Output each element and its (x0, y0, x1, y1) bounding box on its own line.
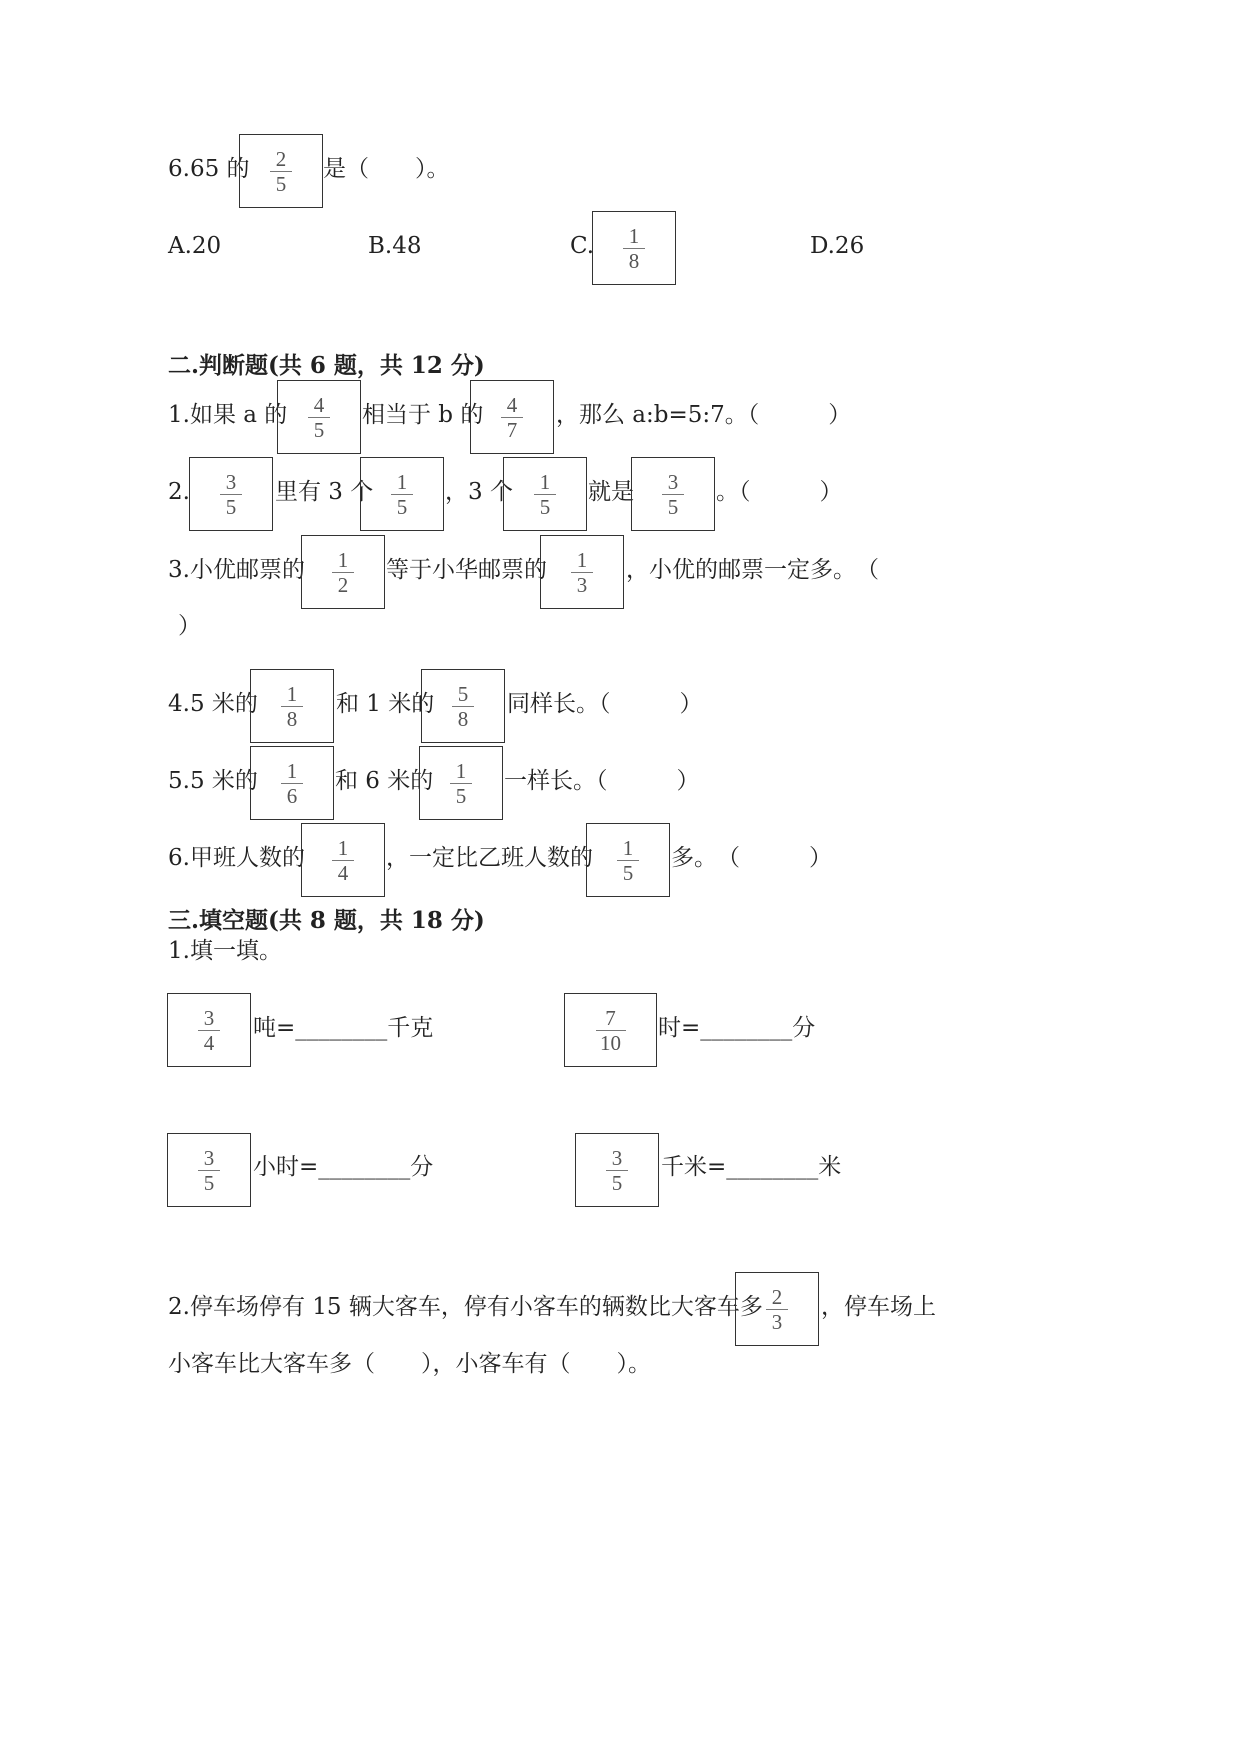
denominator: 6 (286, 783, 298, 808)
fill-item-text[interactable]: 小时=________分 (253, 1154, 434, 1180)
fill-item-text[interactable]: 时=________分 (658, 1015, 816, 1041)
judge-q2-e: 。（ ） (716, 479, 843, 505)
section-title: 二.判断题(共 6 题，共 12 分) (168, 352, 485, 379)
denominator: 5 (225, 494, 237, 519)
judge-q4-a: 4.5 米的 (168, 691, 258, 717)
option-a[interactable]: A.20 (168, 233, 222, 259)
numerator: 3 (667, 469, 679, 494)
denominator: 10 (600, 1030, 621, 1055)
numerator: 1 (286, 681, 298, 706)
judge-q2-a: 2. (168, 479, 190, 505)
denominator: 8 (457, 706, 469, 731)
fraction-box (250, 746, 334, 820)
fraction-box (277, 380, 361, 454)
judge-q1-a: 1.如果 a 的 (168, 402, 288, 428)
judge-q2-c: ，3 个 (445, 479, 513, 505)
numerator: 1 (337, 547, 349, 572)
fraction-box (250, 669, 334, 743)
judge-q4-b: 和 1 米的 (336, 691, 435, 717)
numerator: 1 (622, 835, 634, 860)
denominator: 5 (622, 860, 634, 885)
numerator: 7 (605, 1005, 616, 1030)
fill-q2-c: 小客车比大客车多（ ），小客车有（ ）。 (168, 1351, 651, 1377)
denominator: 5 (611, 1170, 623, 1195)
fill-q1-label: 1.填一填。 (168, 938, 282, 964)
judge-q6-b: ，一定比乙班人数的 (386, 845, 593, 871)
q6-text-a: 6.65 的 (168, 156, 250, 182)
fraction-box (592, 211, 676, 285)
judge-q3-a: 3.小优邮票的 (168, 557, 305, 583)
numerator: 3 (611, 1145, 623, 1170)
denominator: 2 (337, 572, 349, 597)
section-title: 三.填空题(共 8 题，共 18 分) (168, 907, 485, 934)
denominator: 5 (539, 494, 551, 519)
fraction-box (421, 669, 505, 743)
denominator: 4 (337, 860, 349, 885)
denominator: 8 (286, 706, 298, 731)
numerator: 2 (275, 146, 287, 171)
judge-q4-c: 同样长。（ ） (507, 691, 703, 717)
denominator: 5 (455, 783, 467, 808)
fraction-box (575, 1133, 659, 1207)
fraction-box (735, 1272, 819, 1346)
fraction-box (239, 134, 323, 208)
fraction-box (360, 457, 444, 531)
numerator: 3 (225, 469, 237, 494)
fraction-box (540, 535, 624, 609)
fraction-box (470, 380, 554, 454)
fill-q2-b: ，停车场上 (821, 1294, 936, 1320)
fraction-box (167, 1133, 251, 1207)
judge-q1-b: 相当于 b 的 (362, 402, 484, 428)
denominator: 5 (313, 417, 325, 442)
numerator: 4 (313, 392, 325, 417)
judge-q6-a: 6.甲班人数的 (168, 845, 305, 871)
judge-q2-b: 里有 3 个 (275, 479, 374, 505)
option-d[interactable]: D.26 (810, 233, 865, 259)
numerator: 1 (286, 758, 298, 783)
fill-item-text[interactable]: 吨=________千克 (253, 1015, 434, 1041)
denominator: 5 (275, 171, 287, 196)
denominator: 4 (203, 1030, 215, 1055)
fraction-box (189, 457, 273, 531)
numerator: 1 (628, 223, 640, 248)
judge-q1-c: ，那么 a:b=5:7。（ ） (556, 402, 852, 428)
numerator: 1 (539, 469, 551, 494)
denominator: 5 (667, 494, 679, 519)
judge-q2-d: 就是 (588, 479, 634, 505)
numerator: 5 (457, 681, 469, 706)
fraction-box (631, 457, 715, 531)
denominator: 3 (771, 1309, 783, 1334)
fraction-box (503, 457, 587, 531)
q6-text-b: 是（ ）。 (323, 156, 450, 182)
judge-q3-c: ，小优的邮票一定多。 （ (626, 557, 879, 583)
fraction-box (564, 993, 657, 1067)
numerator: 2 (771, 1284, 783, 1309)
denominator: 3 (576, 572, 588, 597)
numerator: 1 (337, 835, 349, 860)
fraction-box (419, 746, 503, 820)
judge-q5-a: 5.5 米的 (168, 768, 258, 794)
option-c[interactable]: C. (570, 233, 595, 259)
fill-q2-a: 2.停车场停有 15 辆大客车，停有小客车的辆数比大客车多 (168, 1294, 763, 1320)
fraction-box (586, 823, 670, 897)
option-b[interactable]: B.48 (368, 233, 422, 259)
denominator: 5 (396, 494, 408, 519)
fraction-box (167, 993, 251, 1067)
denominator: 8 (628, 248, 640, 273)
judge-q3-b: 等于小华邮票的 (386, 557, 547, 583)
numerator: 3 (203, 1005, 215, 1030)
numerator: 4 (506, 392, 518, 417)
numerator: 1 (576, 547, 588, 572)
numerator: 1 (396, 469, 408, 494)
denominator: 7 (506, 417, 518, 442)
numerator: 3 (203, 1145, 215, 1170)
judge-q5-c: 一样长。（ ） (504, 768, 700, 794)
denominator: 5 (203, 1170, 215, 1195)
judge-q6-c: 多。 （ ） (671, 845, 832, 871)
judge-q3-d: ） (178, 613, 201, 639)
numerator: 1 (455, 758, 467, 783)
judge-q5-b: 和 6 米的 (335, 768, 434, 794)
fraction-box (301, 823, 385, 897)
fraction-box (301, 535, 385, 609)
fill-item-text[interactable]: 千米=________米 (661, 1154, 842, 1180)
